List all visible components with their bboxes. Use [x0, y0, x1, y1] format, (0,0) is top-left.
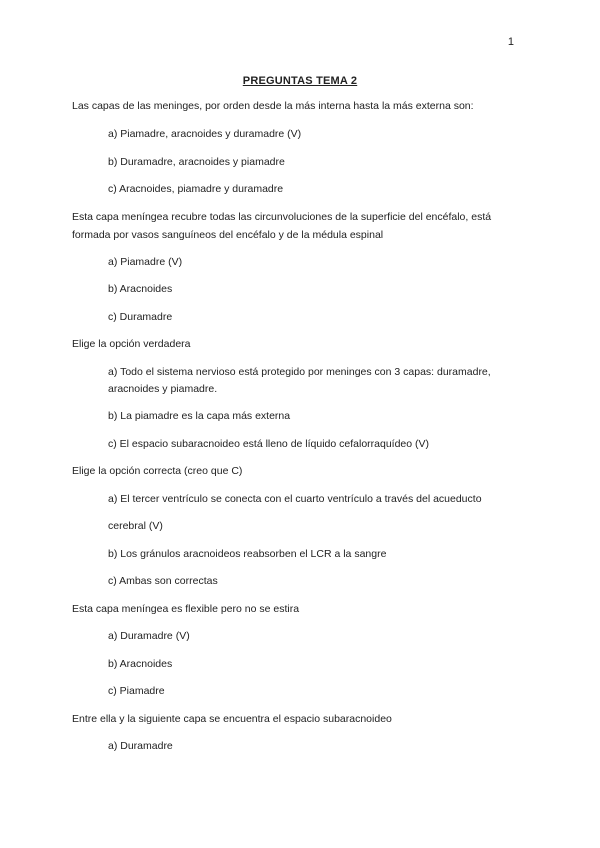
question-3-option-a-line-2: aracnoides y piamadre. — [108, 383, 218, 395]
question-1-text: Las capas de las meninges, por orden desde la más interna hasta la más externa son: — [72, 100, 474, 112]
question-2-text-line-2: formada por vasos sanguíneos del encéfalo y de la médula espinal — [72, 229, 384, 241]
question-3-option-a-line-1: a) Todo el sistema nervioso está protegido por meninges con 3 capas: duramadre, — [108, 366, 491, 378]
question-4-text: Elige la opción correcta (creo que C) — [72, 465, 243, 477]
question-6-option-a: a) Duramadre — [108, 740, 173, 752]
question-4-option-a-line-1: a) El tercer ventrículo se conecta con el cuarto ventrículo a través del acueducto — [108, 493, 482, 505]
question-3-option-b: b) La piamadre es la capa más externa — [108, 410, 291, 422]
question-6-text: Entre ella y la siguiente capa se encuentra el espacio subaracnoideo — [72, 713, 392, 725]
question-1-option-a: a) Piamadre, aracnoides y duramadre (V) — [108, 128, 302, 140]
question-2-option-b: b) Aracnoides — [108, 283, 173, 295]
question-4-option-c: c) Ambas son correctas — [108, 575, 218, 587]
question-2-text-line-1: Esta capa meníngea recubre todas las circunvoluciones de la superficie del encéfalo, está — [72, 211, 492, 223]
question-4-option-b: b) Los gránulos aracnoideos reabsorben el LCR a la sangre — [108, 548, 387, 560]
question-5-option-b: b) Aracnoides — [108, 658, 173, 670]
page-number: 1 — [507, 36, 514, 48]
question-1-option-c: c) Aracnoides, piamadre y duramadre — [108, 183, 284, 195]
question-1-option-b: b) Duramadre, aracnoides y piamadre — [108, 156, 285, 168]
question-4-option-a-line-2: cerebral (V) — [108, 520, 163, 532]
question-2-option-c: c) Duramadre — [108, 311, 173, 323]
question-5-option-a: a) Duramadre (V) — [108, 630, 190, 642]
question-5-text: Esta capa meníngea es flexible pero no se estira — [72, 603, 300, 615]
question-2-option-a: a) Piamadre (V) — [108, 256, 183, 268]
question-3-text: Elige la opción verdadera — [72, 338, 191, 350]
question-5-option-c: c) Piamadre — [108, 685, 165, 697]
question-3-option-c: c) El espacio subaracnoideo está lleno de líquido cefalorraquídeo (V) — [108, 438, 430, 450]
page-title: PREGUNTAS TEMA 2 — [242, 75, 358, 87]
